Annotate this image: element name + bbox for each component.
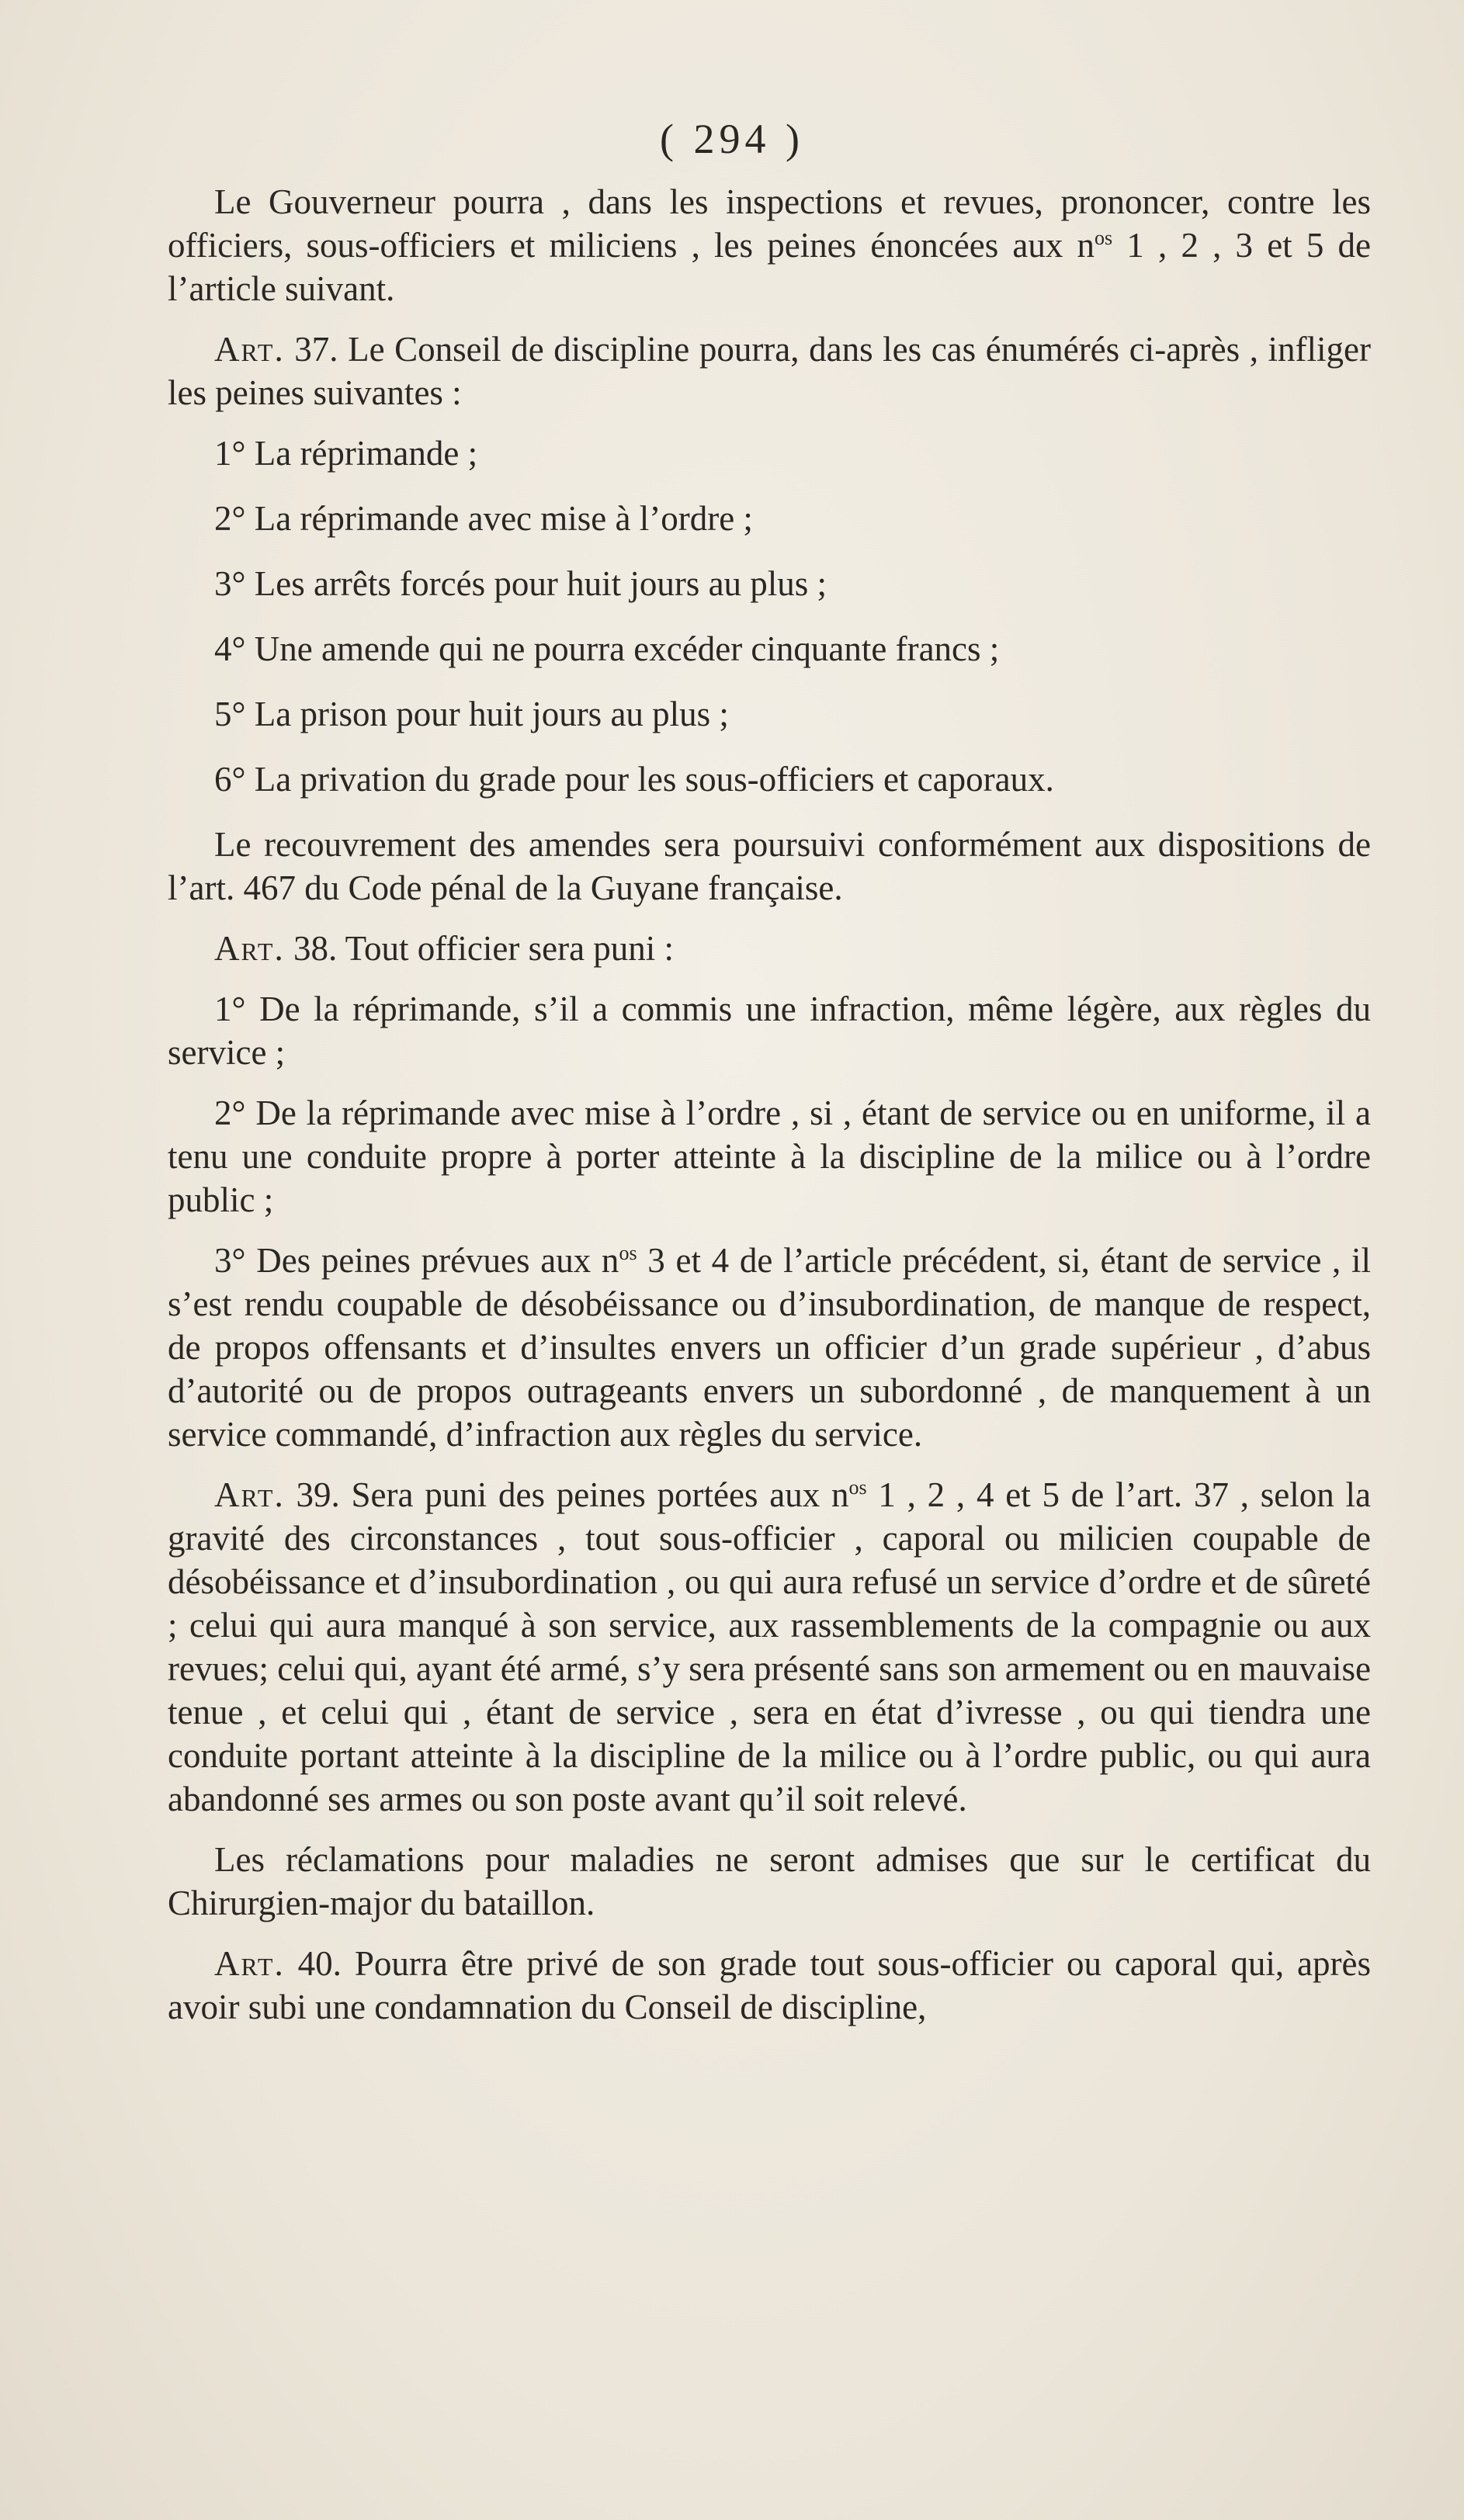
paragraph-gouverneur: Le Gouverneur pourra , dans les inspections et revues, prononcer, contre les officiers, sous-officiers et miliciens , les peines énoncées aux $n^{os}$ 1 , 2 , 3 et 5 de l’article suivant. [168, 182, 1371, 308]
article-40: Art. 40. Pourra être privé de son grade tout sous-officier ou caporal qui, après avoir subi une condamnation du Conseil de discipline, [168, 1944, 1371, 2026]
article-38-item-1: 1° De la réprimande, s’il a commis une infraction, même légère, aux règles du service ; [168, 990, 1371, 1072]
paragraph-reclamations: Les réclamations pour maladies ne seront admises que sur le certificat du Chirurgien-major du bataillon. [168, 1840, 1371, 1922]
article-39: Art. 39. Sera puni des peines portées aux $n^{os}$ 1 , 2 , 4 et 5 de l’art. 37 , selon la gravité des circonstances , tout sous-officier , caporal ou milicien coupable de désobéissance et d’insubordination , ou qui aura refusé un service d’ordre et de sûreté ; celui qui aura manqué à son service, aux rassemblements de la compagnie ou aux revues; celui qui, ayant été armé, s’y sera présenté sans son armement ou en mauvaise tenue , et celui qui , étant de service , sera en état d’ivresse , ou qui tiendra une conduite portant atteinte à la discipline de la milice ou à l’ordre public, ou qui aura abandonné ses armes ou son poste avant qu’il soit relevé. [168, 1475, 1371, 1818]
penalty-1: 1° La réprimande ; [214, 434, 478, 473]
article-38-item-2: 2° De la réprimande avec mise à l’ordre , si , étant de service ou en uniforme, il a tenu une conduite propre à porter atteinte à la discipline de la milice ou à l’ordre public ; [168, 1094, 1371, 1219]
penalty-2: 2° La réprimande avec mise à l’ordre ; [214, 499, 753, 538]
article-label: Art. [214, 1944, 285, 1983]
paragraph-recouvrement: Le recouvrement des amendes sera poursuivi conformément aux dispositions de l’art. 467 du Code pénal de la Guyane française. [168, 825, 1371, 907]
body-text [168, 180, 1371, 2046]
article-38: Art. 38. Tout officier sera puni : [214, 929, 675, 968]
article-38-item-3: 3° Des peines prévues aux $n^{os}$ 3 et 4 de l’article précédent, si, étant de service , il s’est rendu coupable de désobéissance ou d’insubordination, de manque de respect, de propos offensants et d’insultes envers un officier d’un grade supérieur , d’abus d’autorité ou de propos outrageants envers un subordonné , de manquement à un service commandé, d’infraction aux règles du service. [168, 1241, 1371, 1454]
penalty-3: 3° Les arrêts forcés pour huit jours au plus ; [214, 564, 827, 603]
article-37: Art. 37. Le Conseil de discipline pourra, dans les cas énumérés ci-après , infliger les peines suivantes : [168, 330, 1371, 412]
penalty-4: 4° Une amende qui ne pourra excéder cinquante francs ; [214, 629, 1000, 668]
article-label: Art. [214, 330, 285, 369]
article-label: Art. [214, 1475, 285, 1514]
page-number: ( 294 ) [660, 116, 804, 162]
penalty-6: 6° La privation du grade pour les sous-officiers et caporaux. [214, 760, 1054, 799]
penalty-5: 5° La prison pour huit jours au plus ; [214, 695, 729, 733]
article-label: Art. [214, 929, 285, 968]
